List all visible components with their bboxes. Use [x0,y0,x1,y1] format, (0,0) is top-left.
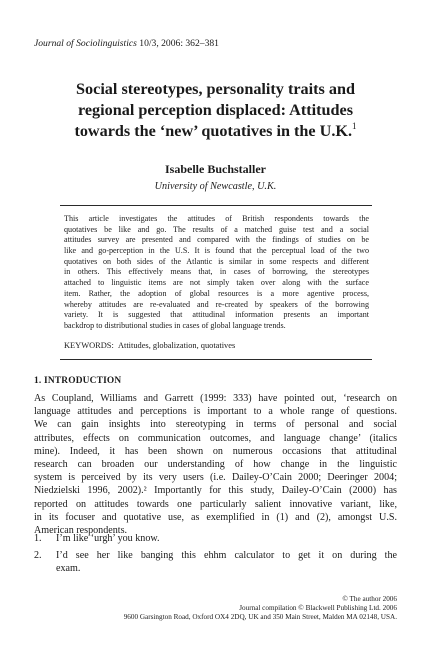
copyright-footer [124,595,397,623]
abstract-line: item. Rather, the adoption of global resources is a more agentive process, [64,288,369,298]
abstract-line: This article investigates the attitudes of British respondents towards the [64,214,369,223]
body-line: system is perceived by its very users (i.e. Dailey-O’Cain 2000; Deeringer 2004; [34,472,397,484]
section-heading: 1. INTRODUCTION [34,376,122,386]
example-line: I’m like ‘urgh’ you know. [56,533,160,544]
abstract-line: quotatives be like and go. The results of a matched guise test and a social [64,224,369,234]
abstract-bottom-rule [60,359,372,360]
abstract-line: attitudes survey are presented and compared with the findings of studies on be [64,235,369,245]
body-line: As Coupland, Williams and Garrett (1999: 333) have pointed out, ‘research on [34,393,397,404]
body-line: attributes, effects on communication outcomes, and language change’ (italics [34,432,397,444]
example-number: 2. [34,550,42,562]
examples-list [34,533,397,577]
example-line: exam. [56,563,81,575]
abstract-line: attached to linguistic items are not simply taken over along with the surface [64,278,369,288]
body-line: research can broaden our understanding of how change in the linguistic [34,458,397,470]
abstract-line: variety. It is suggested that attitudinal information presents an important [64,310,369,320]
journal-volume-pages: 10/3, 2006: 362–381 [139,38,219,49]
article-title [20,79,411,142]
title-footnote-marker[interactable]: 1 [352,121,357,131]
example-line: I’d see her like banging this ehhm calculator to get it on during the [56,550,397,562]
footer-line: Journal compilation © Blackwell Publishing Ltd. 2006 [239,604,397,613]
abstract-line: quotatives on both sides of the Atlantic is similar in some respects and different [64,256,369,266]
author-affiliation: University of Newcastle, U.K. [154,181,277,192]
keywords [64,341,235,350]
footer-line: 9600 Garsington Road, Oxford OX4 2DQ, UK and 350 Main Street, Malden MA 02148, USA. [123,613,397,622]
title-line: regional perception displaced: Attitudes [77,101,354,119]
journal-citation [34,38,219,49]
abstract [64,214,369,332]
journal-name: Journal of Sociolinguistics [34,38,137,49]
body-line: mine). Indeed, it has been shown on numerous occasions that attitudinal [34,445,397,457]
body-line: in its focuser and quotative use, as exemplified in (1) and (2), amongst U.S. [34,511,397,523]
abstract-line: like and go-perception in the U.S. It is found that the perceptual load of the two [64,246,369,256]
example-number: 1. [34,533,42,544]
author-name: Isabelle Buchstaller [165,162,266,176]
abstract-line: in others. This effectively means that, in cases of borrowing, the stereotypes [64,267,369,277]
body-line: American respondents. [34,524,128,536]
body-line: reported on attitudes towards one particularly salient innovative variant, like, [34,498,397,510]
abstract-top-rule [60,205,372,206]
example-item [34,550,397,576]
title-line: towards the ‘new’ quotatives in the U.K.$^1$ [74,121,357,140]
body-line: language attitudes and perceptions is important to a whole range of questions. [34,406,397,418]
body-line: Niedzielski 1996, 2002).² Importantly for this study, Dailey-O’Cain (2000) has [34,485,397,497]
keywords-list: Attitudes, globalization, quotatives [117,341,236,350]
abstract-line: whereby attitudes are re-evaluated and re-created by speakers of the borrowing [64,299,369,309]
section-body [34,393,397,538]
keywords-label: KEYWORDS: [64,341,114,350]
footer-line: © The author 2006 [342,595,397,603]
title-line: Social stereotypes, personality traits and [76,80,355,98]
abstract-line: backdrop to distributional studies in cases of global language trends. [64,320,286,330]
body-line: We can gain insights into stereotyping in terms of personal and social [34,419,397,431]
example-item [34,533,397,546]
